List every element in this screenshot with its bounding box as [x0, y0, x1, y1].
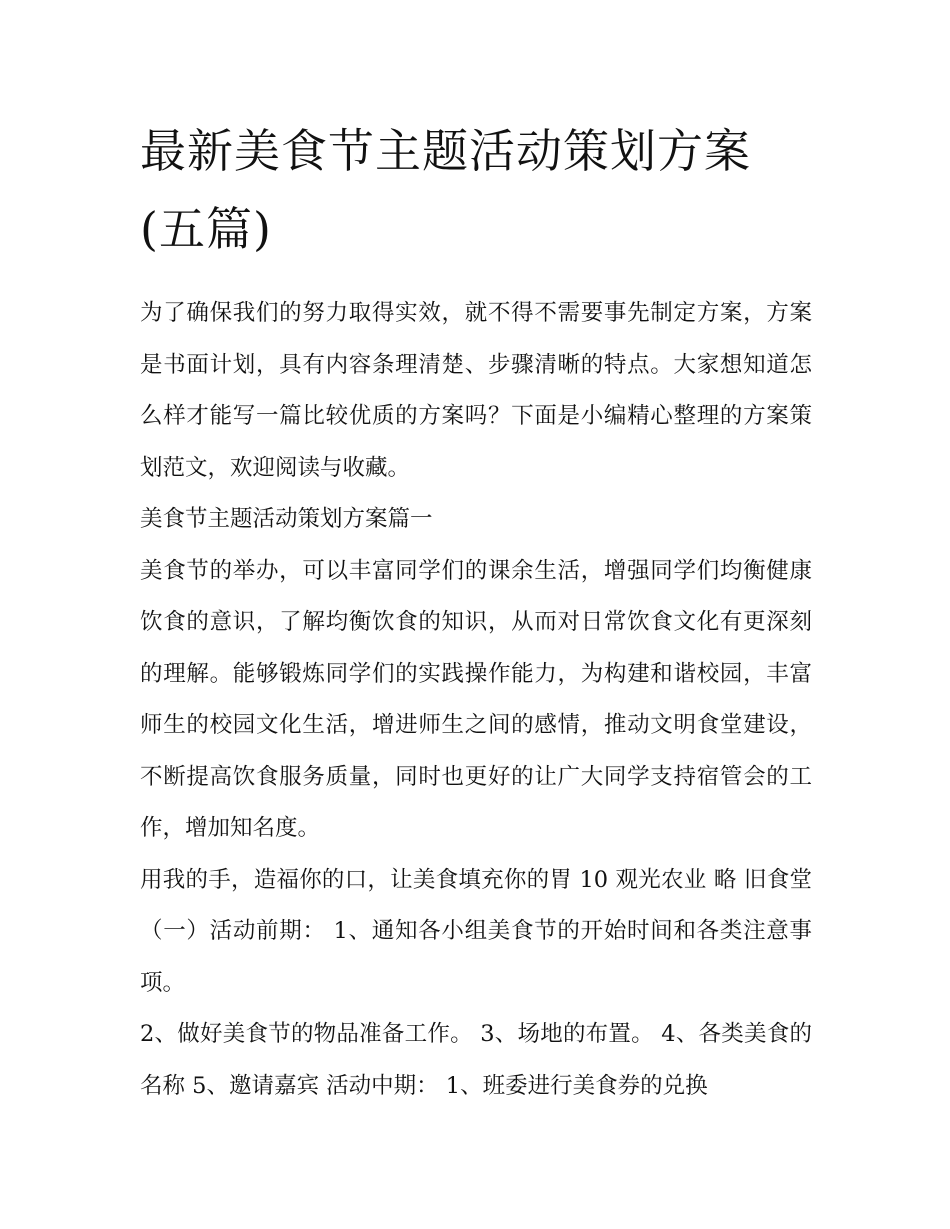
document-title: 最新美食节主题活动策划方案(五篇): [140, 124, 751, 256]
section-heading: 美食节主题活动策划方案篇一: [140, 506, 433, 532]
body-paragraph-1: 美食节的举办，可以丰富同学们的课余生活，增强同学们均衡健康饮食的意识，了解均衡饮食的知识，从而对日常饮食文化有更深刻的理解。能够锻炼同学们的实践操作能力，为构建和谐校园，丰富师生的校园文化生活，增进师生之间的感情，推动文明食堂建设，不断提高饮食服务质量，同时也更好的让广大同学支持宿管会的工作，增加知名度。: [140, 557, 812, 841]
body-paragraph-2: 用我的手，造福你的口，让美食填充你的胃 10 观光农业 略 旧食堂 （一）活动前期： 1、通知各小组美食节的开始时间和各类注意事项。: [140, 866, 812, 996]
intro-paragraph: 为了确保我们的努力取得实效，就不得不需要事先制定方案，方案是书面计划，具有内容条理清楚、步骤清晰的特点。大家想知道怎么样才能写一篇比较优质的方案吗？下面是小编精心整理的方案策划范文，欢迎阅读与收藏。: [140, 300, 812, 481]
body-paragraph-3: 2、做好美食节的物品准备工作。 3、场地的布置。 4、各类美食的名称 5、邀请嘉宾 活动中期： 1、班委进行美食券的兑换: [140, 1021, 812, 1099]
document-page: [140, 112, 812, 1112]
